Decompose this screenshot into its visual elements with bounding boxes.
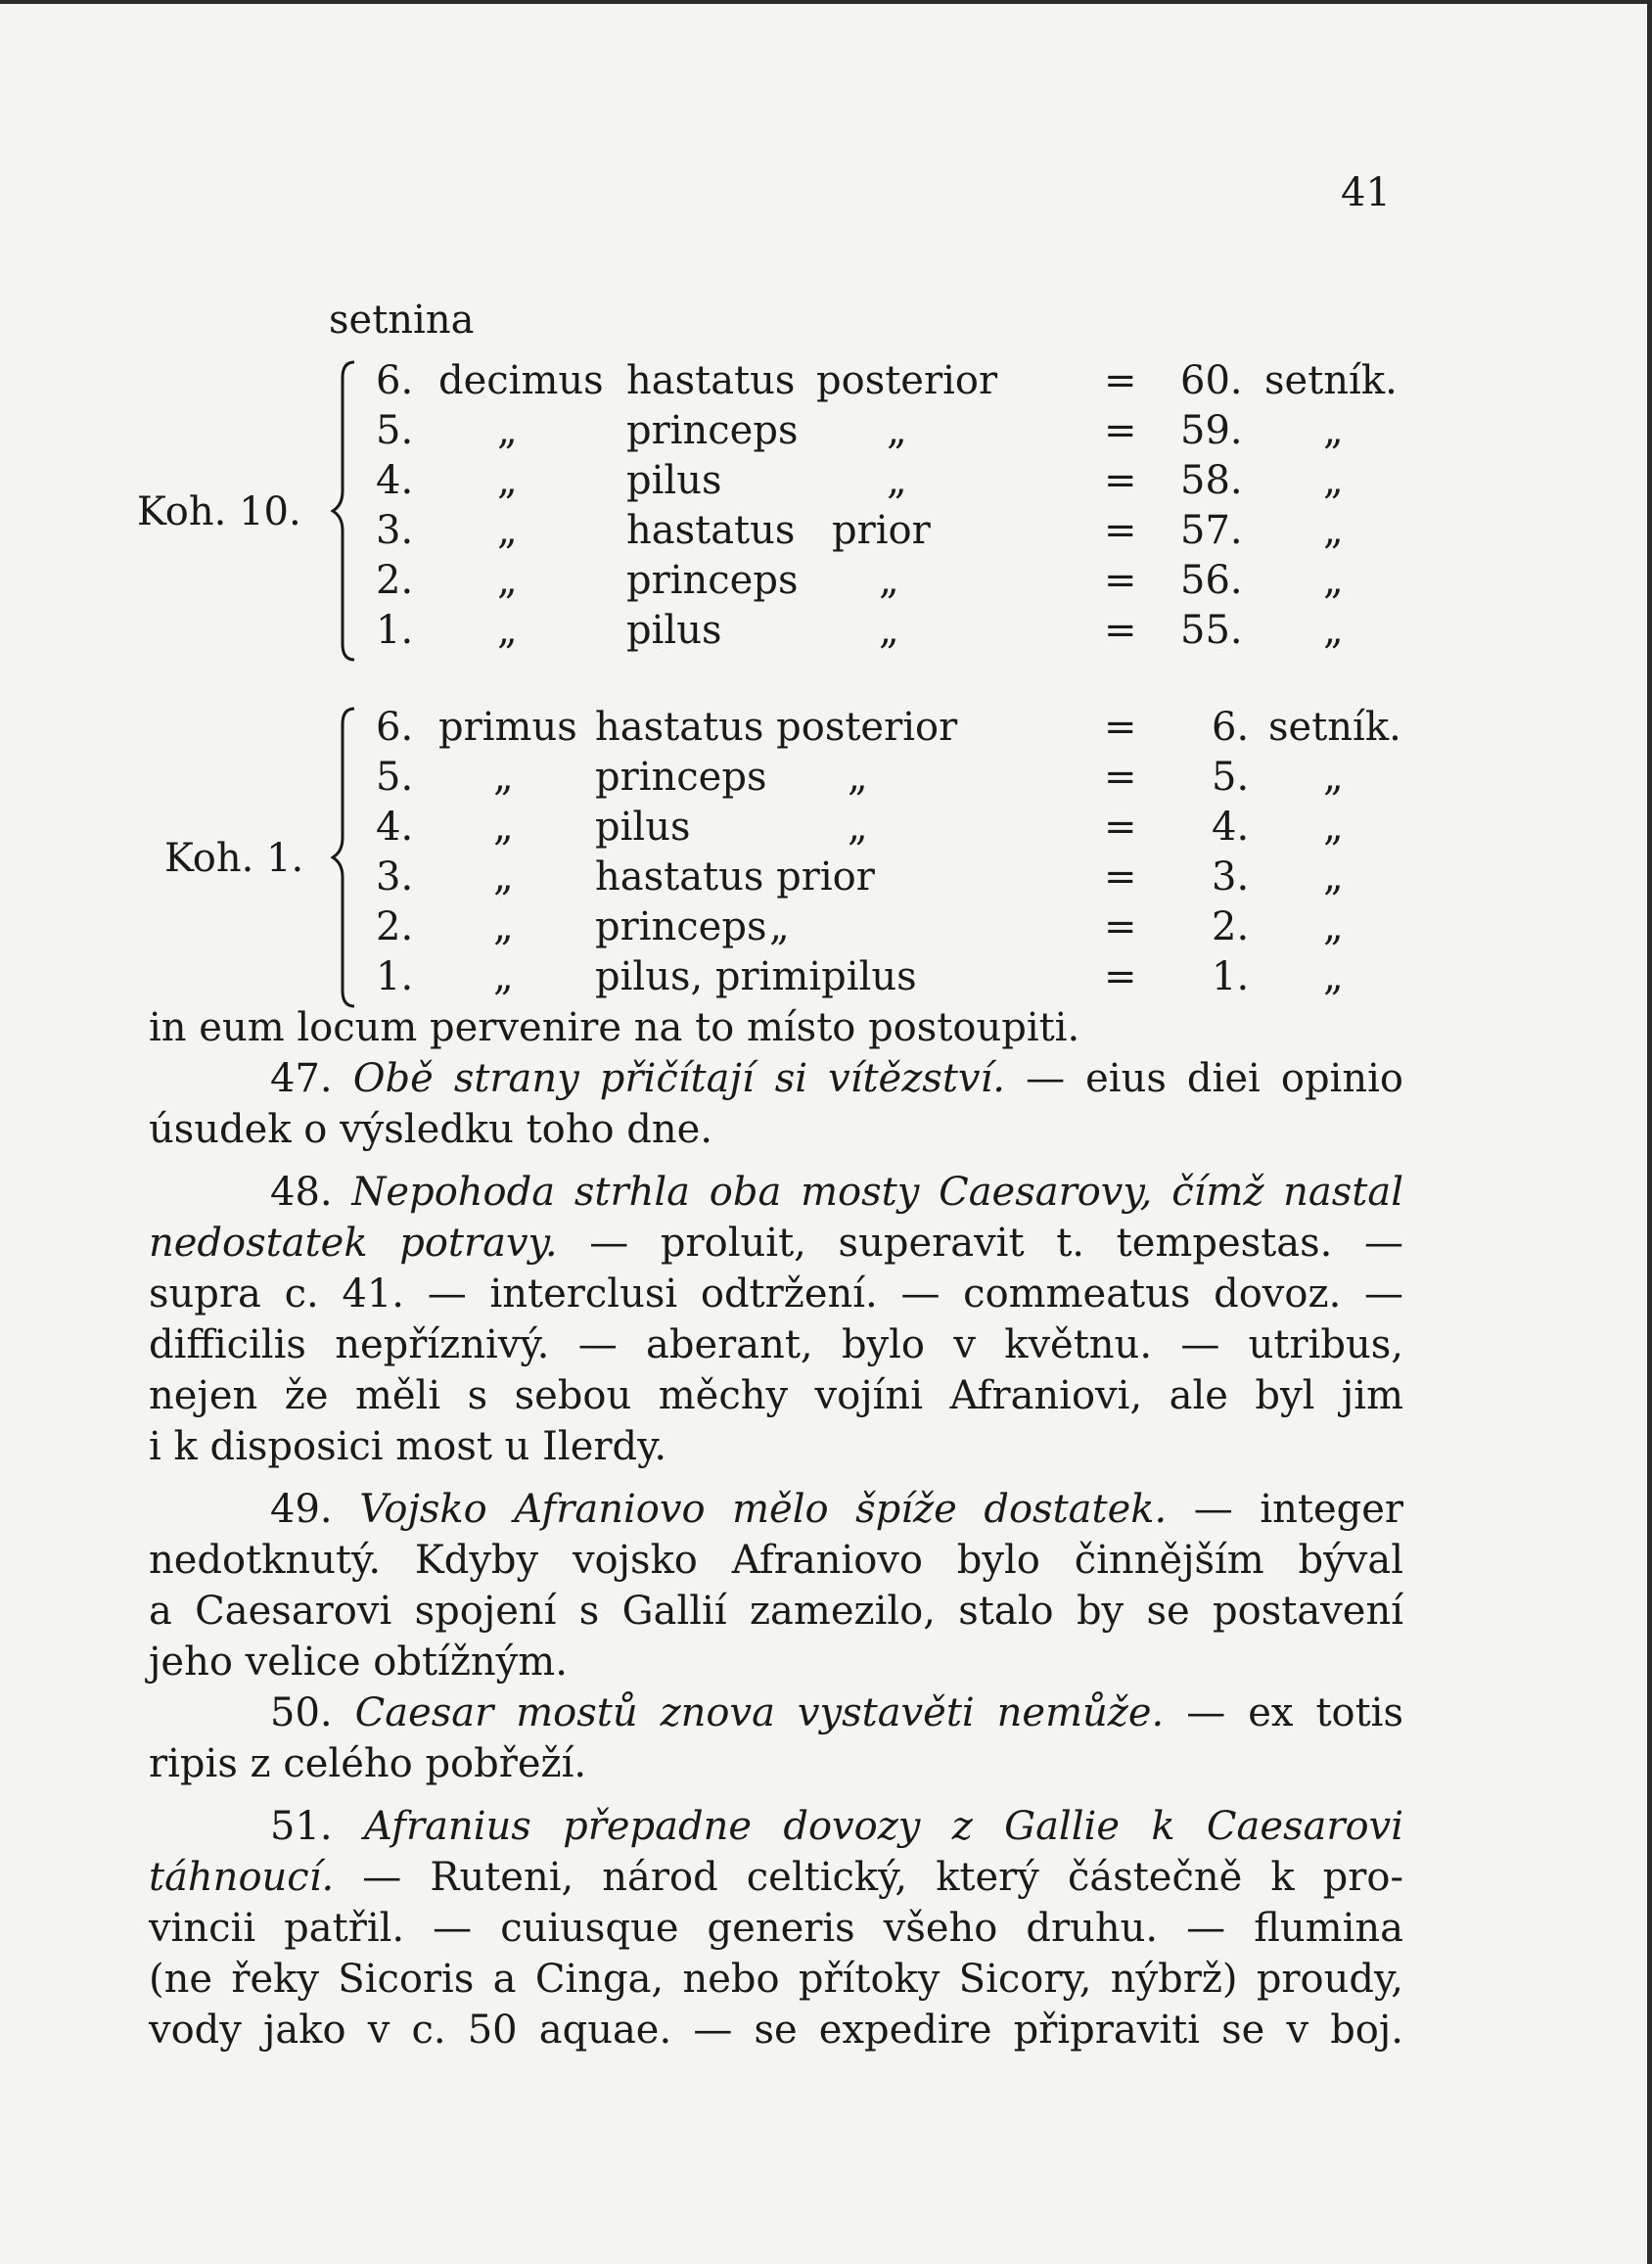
paragraph-48-line: supra c. 41. — interclusi odtržení. — commeatus dovoz. — xyxy=(149,1271,1403,1317)
paragraph-51-line: (ne řeky Sicoris a Cinga, nebo přítoky Sicory, nýbrž) proudy, xyxy=(149,1957,1403,2002)
table-row: 5. „ princeps „ = 5. „ xyxy=(376,755,1344,800)
body-text xyxy=(149,1002,1403,2056)
table-row: 3. „ hastatus prior = 3. „ xyxy=(376,855,1344,900)
paragraph-title: Obě strany přičítají si vítězství. xyxy=(352,1056,1005,1101)
paragraph-48-line: difficilis nepříznivý. — aberant, bylo v květnu. — utribus, xyxy=(149,1322,1403,1367)
table-row: 6. decimus hastatus posterior = 60. setník. xyxy=(376,358,1398,403)
setnina-label: setnina xyxy=(329,298,475,343)
table-row: 1. „ pilus, primipilus = 1. „ xyxy=(376,954,1344,999)
table-row: 1. „ pilus „ = 55. „ xyxy=(376,608,1344,653)
paragraph-50: 50. Caesar mostů znova vystavěti nemůže. — ex totis xyxy=(270,1690,1403,1735)
table-row: 2. „ princeps „ = 2. „ xyxy=(376,904,1344,949)
paragraph-48-line: nedostatek potravy. — proluit, superavit t. tempestas. — xyxy=(149,1221,1404,1266)
paragraph-47-cont: úsudek o výsledku toho dne. xyxy=(149,1107,713,1152)
paragraph-49-line: jeho velice obtížným. xyxy=(149,1640,568,1685)
paragraph-49: 49. Vojsko Afraniovo mělo špíže dostatek. — integer xyxy=(270,1487,1404,1532)
paragraph-49-line: nedotknutý. Kdyby vojsko Afraniovo bylo činnějším býval xyxy=(149,1538,1403,1583)
table-row: 6. primus hastatus posterior = 6. setník. xyxy=(376,705,1401,750)
paragraph-51: 51. Afranius přepadne dovozy z Gallie k Caesarovi xyxy=(270,1804,1403,1849)
paragraph-48-line: nejen že měli s sebou měchy vojíni Afraniovi, ale byl jim xyxy=(149,1373,1403,1418)
paragraph-50-line: ripis z celého pobřeží. xyxy=(149,1741,587,1786)
paragraph-title: Afranius přepadne dovozy z Gallie k Caesarovi xyxy=(363,1804,1403,1849)
table-row: 5. „ princeps „ = 59. „ xyxy=(376,408,1344,453)
table-row: 4. „ pilus „ = 4. „ xyxy=(376,805,1344,850)
cohort-1-label: Koh. 1. xyxy=(164,836,304,881)
after-table-line: in eum locum pervenire na to místo postoupiti. xyxy=(149,1005,1080,1050)
paragraph-48: 48. Nepohoda strhla oba mosty Caesarovy, čímž nastal xyxy=(270,1170,1404,1215)
cohort-10-brace xyxy=(331,358,360,664)
paragraph-51-line: vody jako v c. 50 aquae. — se expedire připraviti se v boj. xyxy=(149,2008,1403,2053)
page-number: 41 xyxy=(1341,170,1391,215)
cohort-10-label: Koh. 10. xyxy=(137,489,301,534)
paragraph-47: 47. Obě strany přičítají si vítězství. — eius diei opinio xyxy=(270,1056,1403,1101)
paragraph-49-line: a Caesarovi spojení s Gallií zamezilo, stalo by se postavení xyxy=(149,1589,1403,1634)
paragraph-title: Caesar mostů znova vystavěti nemůže. xyxy=(354,1690,1165,1735)
table-row: 2. „ princeps „ = 56. „ xyxy=(376,558,1344,603)
paragraph-title: Nepohoda strhla oba mosty Caesarovy, xyxy=(351,1170,1153,1215)
paragraph-48-line: i k disposici most u Ilerdy. xyxy=(149,1424,667,1469)
table-row: 4. „ pilus „ = 58. „ xyxy=(376,458,1344,503)
paragraph-51-line: vincii patřil. — cuiusque generis všeho druhu. — flumina xyxy=(149,1906,1403,1951)
paragraph-51-line: táhnoucí. — Ruteni, národ celtický, který částečně k pro- xyxy=(149,1855,1403,1900)
cohort-1-brace xyxy=(331,705,360,1010)
paragraph-title: Vojsko Afraniovo mělo špíže dostatek. xyxy=(359,1487,1168,1532)
table-row: 3. „ hastatus prior = 57. „ xyxy=(376,508,1344,553)
